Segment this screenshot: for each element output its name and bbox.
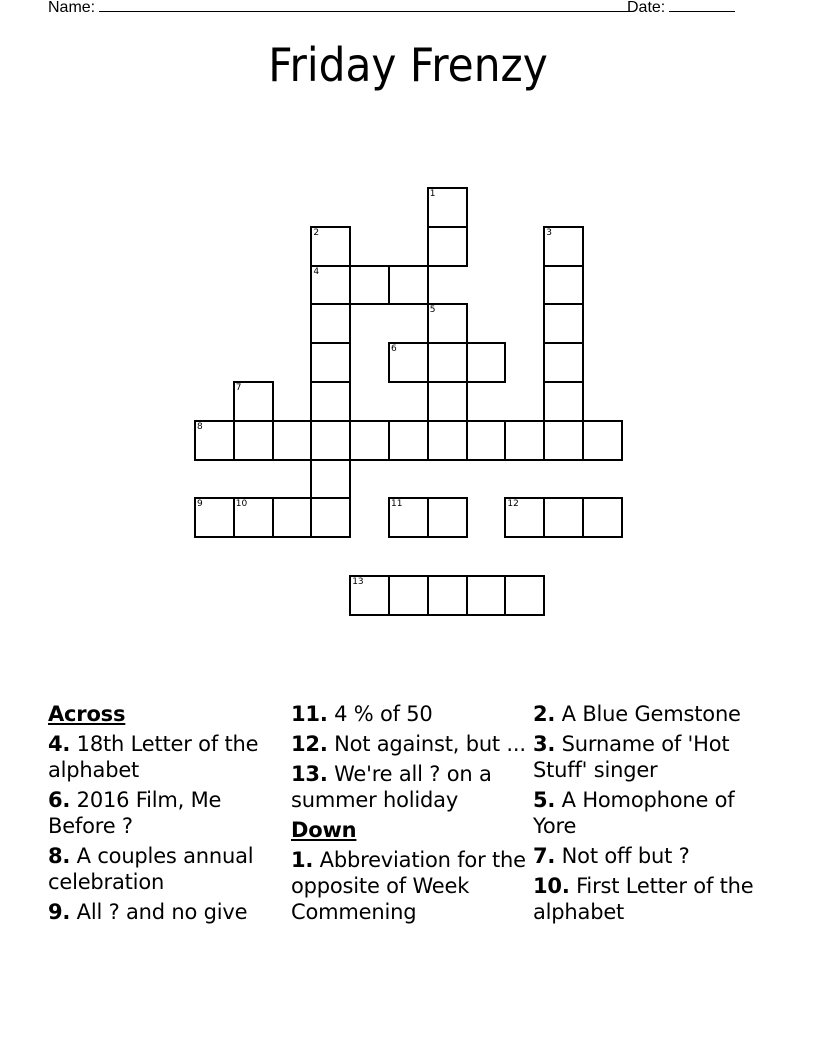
clue-across-9: 9. All ? and no give (48, 900, 248, 924)
clues-column-3 (533, 701, 773, 929)
grid-cell[interactable] (349, 420, 390, 461)
grid-cell[interactable] (233, 381, 274, 422)
grid-cell[interactable] (466, 342, 507, 383)
grid-cell[interactable] (427, 342, 468, 383)
grid-cell[interactable] (504, 420, 545, 461)
clue-down-7: 7. Not off but ? (533, 844, 690, 868)
grid-cell[interactable] (466, 420, 507, 461)
grid-cell[interactable] (582, 420, 623, 461)
clues-column-1 (48, 701, 288, 929)
grid-cell[interactable] (543, 381, 584, 422)
grid-cell[interactable] (543, 226, 584, 267)
grid-cell[interactable] (310, 226, 351, 267)
grid-cell[interactable] (543, 497, 584, 538)
grid-cell[interactable] (543, 265, 584, 306)
page-title: Friday Frenzy (268, 38, 548, 92)
grid-cell[interactable] (310, 303, 351, 344)
clue-down-5: 5. A Homophone of Yore (533, 788, 735, 838)
cell-number: 7 (235, 383, 242, 393)
cell-number: 5 (429, 305, 436, 316)
grid-cell[interactable] (194, 420, 235, 461)
cell-number: 4 (313, 266, 320, 277)
clue-across-13: 13. We're all ? on a summer holiday (291, 762, 492, 812)
grid-cell[interactable] (272, 420, 313, 461)
clue-across-6: 6. 2016 Film, Me Before ? (48, 788, 222, 838)
cell-number: 3 (546, 227, 552, 238)
grid-cell[interactable] (427, 381, 468, 422)
grid-cell[interactable] (310, 342, 351, 383)
grid-cell[interactable] (310, 459, 351, 500)
grid-cell[interactable] (504, 497, 545, 538)
grid-cell[interactable] (272, 497, 313, 538)
across-heading: Across (48, 702, 126, 726)
clue-across-12: 12. Not against, but ... (291, 732, 526, 756)
cell-number: 1 (429, 189, 436, 199)
cell-number: 9 (197, 499, 203, 510)
grid-cell[interactable] (427, 303, 468, 344)
grid-cell[interactable] (233, 497, 274, 538)
grid-cell[interactable] (427, 575, 468, 616)
grid-cell[interactable] (310, 420, 351, 461)
grid-cell[interactable] (388, 342, 429, 383)
cell-number: 10 (235, 499, 248, 510)
grid-cell[interactable] (427, 226, 468, 267)
clue-across-8: 8. A couples annual celebration (48, 844, 254, 894)
grid-cell[interactable] (504, 575, 545, 616)
grid-cell[interactable] (388, 575, 429, 616)
grid-cell[interactable] (543, 420, 584, 461)
grid-cell[interactable] (310, 497, 351, 538)
cell-number: 13 (352, 577, 364, 587)
grid-cell[interactable] (543, 303, 584, 344)
name-label: Name: (48, 0, 96, 16)
date-label: Date: (627, 0, 666, 16)
cell-number: 2 (313, 227, 320, 238)
grid-cell[interactable] (310, 381, 351, 422)
grid-cell[interactable] (349, 575, 390, 616)
clues-column-2 (291, 701, 531, 929)
grid-cell[interactable] (582, 497, 623, 538)
grid-cell[interactable] (233, 420, 274, 461)
down-heading: Down (291, 818, 357, 842)
clue-across-11: 11. 4 % of 50 (291, 702, 433, 726)
clue-across-4: 4. 18th Letter of the alphabet (48, 732, 259, 782)
cell-number: 6 (391, 344, 397, 355)
clue-down-3: 3. Surname of 'Hot Stuff' singer (533, 732, 730, 782)
clue-down-1: 1. Abbreviation for the opposite of Week Commening (291, 848, 526, 924)
grid-cell[interactable] (388, 420, 429, 461)
cell-number: 12 (507, 499, 519, 510)
grid-cell[interactable] (194, 497, 235, 538)
cell-number: 11 (391, 499, 403, 510)
cell-number: 8 (197, 421, 203, 432)
grid-cell[interactable] (310, 265, 351, 306)
grid-cell[interactable] (388, 497, 429, 538)
grid-cell[interactable] (543, 342, 584, 383)
clue-down-2: 2. A Blue Gemstone (533, 702, 741, 726)
clue-down-10: 10. First Letter of the alphabet (533, 874, 754, 924)
grid-cell[interactable] (427, 187, 468, 228)
grid-cell[interactable] (427, 497, 468, 538)
grid-cell[interactable] (349, 265, 390, 306)
grid-cell[interactable] (427, 420, 468, 461)
grid-cell[interactable] (466, 575, 507, 616)
grid-cell[interactable] (388, 265, 429, 306)
